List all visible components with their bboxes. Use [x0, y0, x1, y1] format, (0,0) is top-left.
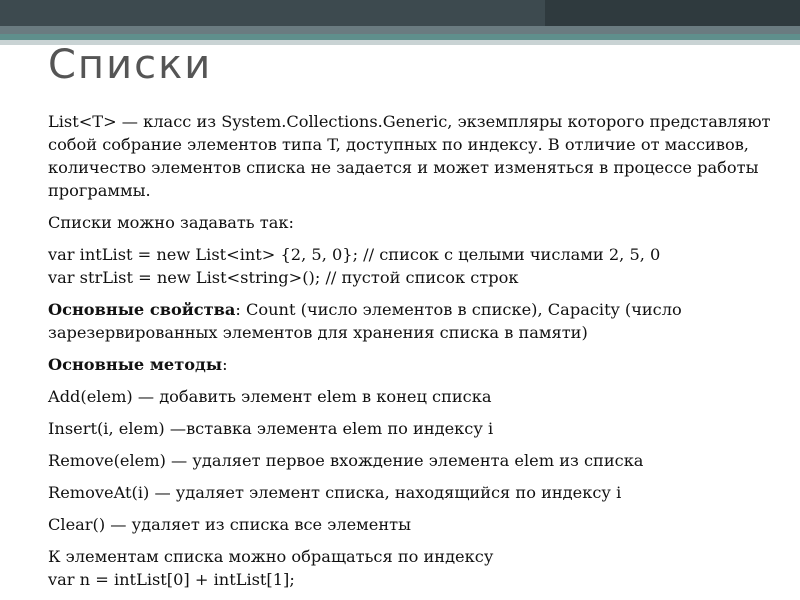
- index-block: [48, 545, 778, 591]
- method-item: Insert(i, elem) —вставка элемента elem по индексу i: [48, 419, 494, 438]
- methods-colon: :: [222, 355, 228, 374]
- code-line-1: var intList = new List<int> {2, 5, 0}; // список с целыми числами 2, 5, 0: [48, 245, 661, 264]
- methods-heading-paragraph: [48, 353, 778, 376]
- method-item: RemoveAt(i) — удаляет элемент списка, находящийся по индексу i: [48, 483, 622, 502]
- slide-content: [48, 110, 778, 591]
- intro-paragraph: List<T> — класс из System.Collections.Generic, экземпляры которого представляют собой собрание элементов типа T, доступных по индексу. В отличие от массивов, количество элементов списка не задается и может изменяться в процессе работы программы.: [48, 112, 771, 200]
- header-band-right: [545, 0, 800, 26]
- slide-title: Списки: [48, 42, 213, 88]
- code-block: [48, 243, 778, 289]
- methods-heading: Основные методы: [48, 355, 223, 374]
- howto-paragraph: Списки можно задавать так:: [48, 213, 294, 232]
- properties-heading: Основные свойства: [48, 300, 236, 319]
- index-note: К элементам списка можно обращаться по индексу: [48, 547, 494, 566]
- index-code: var n = intList[0] + intList[1];: [48, 570, 295, 589]
- method-item: Remove(elem) — удаляет первое вхождение элемента elem из списка: [48, 451, 644, 470]
- header-accent-line: [0, 26, 800, 34]
- method-item: Add(elem) — добавить элемент elem в конец списка: [48, 387, 492, 406]
- properties-text: : Count (число элементов в списке), Capacity (число зарезервированных элементов для хранения списка в памяти): [48, 300, 682, 342]
- method-item: Clear() — удаляет из списка все элементы: [48, 515, 411, 534]
- code-line-2: var strList = new List<string>(); // пустой список строк: [48, 268, 519, 287]
- properties-paragraph: [48, 298, 778, 344]
